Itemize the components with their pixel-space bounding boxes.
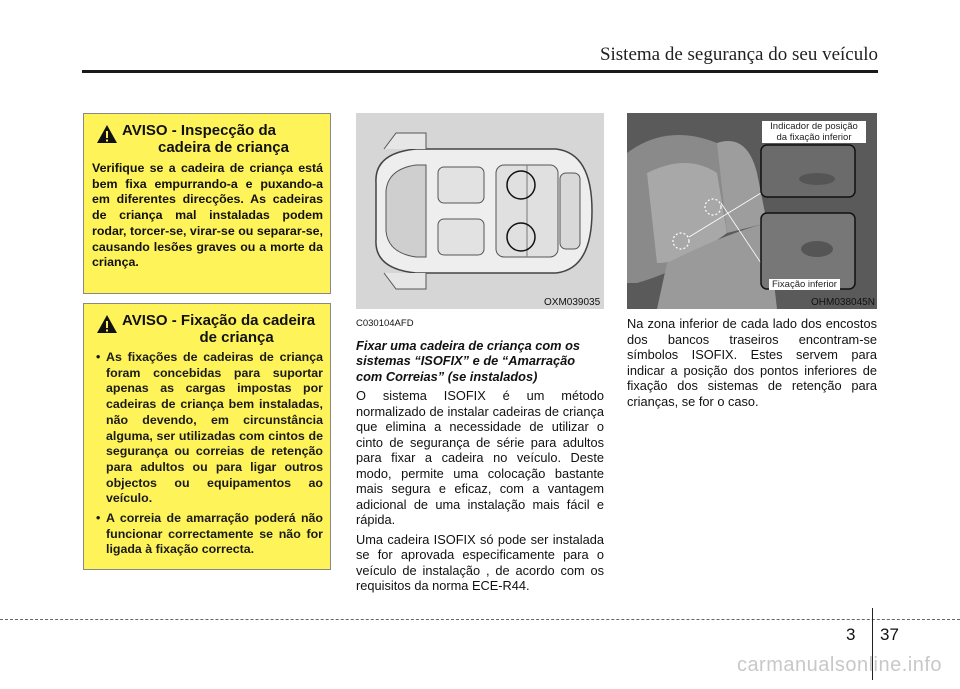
- warning-icon: [96, 313, 118, 335]
- paragraph: O sistema ISOFIX é um método normalizado de instalar cadeiras de criança que elimina a necessidade de utilizar o cinto de segurança de série para adultos para fixar a cadeira no veículo. Deste modo, permite uma colocação bastante mais segura e eficaz, com a vantagem adicional de uma instalação mais fácil e rápida.: [356, 388, 604, 527]
- warning-header: [92, 122, 323, 156]
- warning-title-line1: - Fixação da cadeira: [167, 312, 316, 329]
- figure-code: OHM038045N: [811, 297, 875, 308]
- paragraph: Na zona inferior de cada lado dos encostos dos bancos traseiros encontram-se símbolos ISOFIX. Estes servem para indicar a posição dos pontos inferiores de fixação dos sistemas de retenção para crianças, se for o caso.: [627, 316, 877, 409]
- warning-body: Verifique se a cadeira de criança está bem fixa empurrando-a e puxando-a em diferentes direcções. As cadeiras de criança mal instaladas podem rodar, torcer-se, virar-se ou separar-se, causando lesões graves ou a morte da criança.: [92, 161, 323, 270]
- warning-title-line2: cadeira de criança: [158, 139, 289, 156]
- footer-dashed-rule: [0, 619, 960, 620]
- warning-list-item: • As fixações de cadeiras de criança foram concebidas para suportar apenas as cargas impostas por cadeiras de criança bem instaladas, não devendo, em circunstância alguma, ser utilizadas com cintos de segurança ou correias de retenção para adultos ou para ligar outros objectos ou equipamentos ao veículo.: [92, 350, 323, 507]
- callout-position-indicator: Indicador de posição da fixação inferior: [762, 121, 866, 143]
- warning-label: AVISO: [122, 312, 168, 329]
- warning-list: [92, 350, 323, 558]
- warning-list-item: • A correia de amarração poderá não funcionar correctamente se não for ligada à fixação correcta.: [92, 511, 323, 558]
- section-code: C030104AFD: [356, 318, 414, 329]
- figure-car-top-view: [356, 113, 604, 309]
- warning-title-line2: de criança: [199, 329, 274, 346]
- paragraph: Uma cadeira ISOFIX só pode ser instalada se for aprovada especificamente para o veículo de instalação , de acordo com os requisitos da norma ECE-R44.: [356, 531, 604, 593]
- warning-icon: [96, 123, 118, 145]
- callout-lower-anchor: Fixação inferior: [769, 279, 840, 290]
- warning-box-fixation: [83, 303, 331, 570]
- warning-title: [122, 312, 315, 346]
- warning-header: [92, 312, 323, 346]
- car-top-view-illustration: [356, 113, 604, 309]
- warning-box-inspection: [83, 113, 331, 294]
- warning-title: [122, 122, 289, 156]
- right-column: [627, 316, 877, 413]
- header-rule: [82, 70, 878, 73]
- page-number: 37: [880, 625, 899, 644]
- warning-label: AVISO: [122, 122, 168, 139]
- warning-title-line1: - Inspecção da: [167, 122, 276, 139]
- chapter-number: 3: [846, 625, 856, 644]
- section-heading: Fixar uma cadeira de criança com os sistemas “ISOFIX” e de “Amarração com Correias” (se instalados): [356, 337, 581, 384]
- figure-code: OXM039035: [544, 297, 601, 308]
- watermark: carmanualsonline.info: [736, 654, 942, 676]
- middle-column: [356, 316, 604, 598]
- page-header-title: Sistema de segurança do seu veículo: [599, 44, 878, 65]
